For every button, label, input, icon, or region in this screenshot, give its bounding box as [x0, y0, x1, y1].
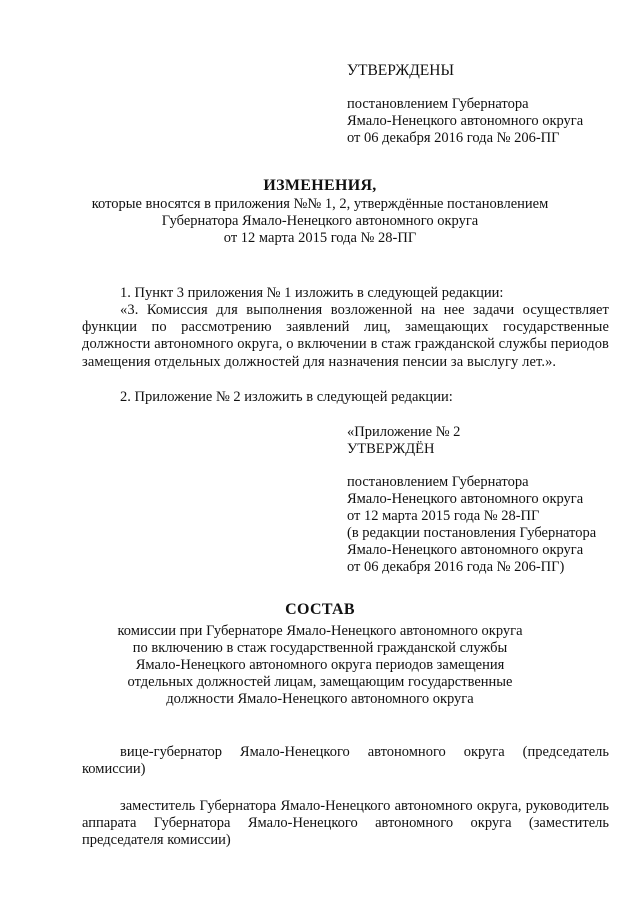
- item-1-text: «3. Комиссия для выполнения возложенной на нее задачи осуществляет функции по рассмотрению заявлений лиц, замещающих государственные должности автономного округа, о включении в стаж гражданской службы периодов замещения отдельных должностей для назначения пенсии за выслугу лет.».: [82, 302, 609, 370]
- changes-subtitle: [80, 196, 560, 247]
- composition-subtitle: [80, 623, 560, 708]
- changes-subtitle-line: Губернатора Ямало-Ненецкого автономного округа: [161, 213, 479, 229]
- appendix-line: УТВЕРЖДЁН: [347, 441, 435, 457]
- approved-line: Ямало-Ненецкого автономного округа: [347, 113, 584, 129]
- composition-title: СОСТАВ: [285, 601, 355, 618]
- appendix-line: Ямало-Ненецкого автономного округа: [347, 491, 584, 507]
- appendix-line: Ямало-Ненецкого автономного округа: [347, 542, 584, 558]
- approved-title: УТВЕРЖДЕНЫ: [347, 62, 454, 79]
- composition-line: комиссии при Губернаторе Ямало-Ненецкого автономного округа: [117, 623, 523, 639]
- item-1: 1. Пункт 3 приложения № 1 изложить в следующей редакции:: [120, 285, 504, 301]
- approved-block: [347, 96, 617, 147]
- appendix-block: [347, 424, 617, 576]
- changes-subtitle-line: от 12 марта 2015 года № 28-ПГ: [223, 230, 417, 246]
- appendix-line: постановлением Губернатора: [347, 474, 529, 490]
- member-deputy-chair: заместитель Губернатора Ямало-Ненецкого автономного округа, руководитель аппарата Губернатора Ямало-Ненецкого автономного округа (заместитель председателя комиссии): [82, 798, 609, 848]
- composition-line: отдельных должностей лицам, замещающим государственные: [127, 674, 513, 690]
- appendix-line: «Приложение № 2: [347, 424, 461, 440]
- approved-line: от 06 декабря 2016 года № 206-ПГ: [347, 130, 560, 146]
- appendix-line: от 12 марта 2015 года № 28-ПГ: [347, 508, 540, 524]
- changes-title: ИЗМЕНЕНИЯ,: [263, 177, 377, 194]
- approved-line: постановлением Губернатора: [347, 96, 529, 112]
- composition-line: по включению в стаж государственной гражданской службы: [132, 640, 508, 656]
- appendix-line: от 06 декабря 2016 года № 206-ПГ): [347, 559, 565, 575]
- member-chair: вице-губернатор Ямало-Ненецкого автономного округа (председатель комиссии): [82, 744, 609, 777]
- changes-subtitle-line: которые вносятся в приложения №№ 1, 2, утверждённые постановлением: [91, 196, 549, 212]
- appendix-line: (в редакции постановления Губернатора: [347, 525, 597, 541]
- composition-line: должности Ямало-Ненецкого автономного округа: [166, 691, 474, 707]
- item-2: 2. Приложение № 2 изложить в следующей редакции:: [120, 389, 453, 405]
- composition-line: Ямало-Ненецкого автономного округа периодов замещения: [135, 657, 505, 673]
